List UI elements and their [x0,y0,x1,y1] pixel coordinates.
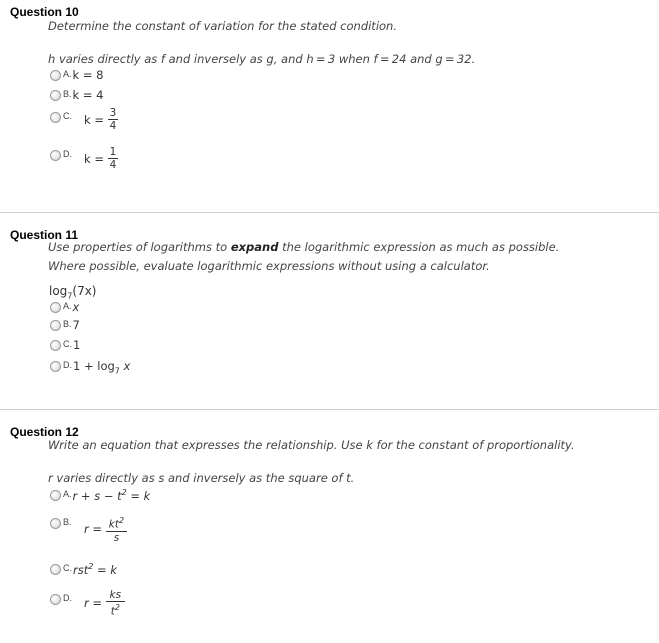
radio-button[interactable] [50,564,61,575]
fraction [108,146,119,171]
option-text: 1 [73,338,81,352]
option-text [73,359,130,375]
fraction-numerator: 1 [109,146,117,158]
option-text-part: r + s − t [72,488,122,503]
fraction [106,515,127,544]
q12-option-c[interactable] [50,562,117,576]
exponent: 2 [121,488,127,497]
option-text [73,562,117,577]
option-letter: B. [63,517,72,527]
q11-option-c[interactable] [50,338,80,352]
option-letter: A. [63,301,72,311]
option-lhs: r = [84,522,103,537]
log-argument: (7x) [72,284,97,298]
q11-option-d[interactable] [50,359,131,376]
option-text-part: rst [73,562,89,577]
option-letter: B. [63,319,72,329]
q12-option-b[interactable] [50,516,72,530]
question-12-condition: r varies directly as s and inversely as the square of t. [48,471,355,485]
radio-button[interactable] [50,320,61,331]
fraction-numerator: 3 [109,107,117,119]
radio-button[interactable] [50,594,61,605]
option-text-part: = k [126,488,151,503]
option-text: 7 [72,318,80,332]
q11-option-b[interactable] [50,318,80,332]
option-letter: C. [63,111,72,121]
radio-button[interactable] [50,361,61,372]
question-12-title: Question 12 [10,425,79,439]
radio-button[interactable] [50,90,61,101]
option-letter: D. [63,593,72,603]
q10-option-c-value [84,107,118,132]
q11-option-a[interactable] [50,300,79,314]
prompt-emphasis: expand [230,240,279,254]
option-text: k = 4 [72,88,104,102]
option-letter: D. [63,360,72,370]
radio-button[interactable] [50,518,61,529]
q10-option-d[interactable] [50,148,72,162]
exponent: 2 [88,562,94,571]
fraction-numerator [107,515,126,531]
q12-option-d[interactable] [50,592,72,606]
question-11-prompt-line2: Where possible, evaluate logarithmic expressions without using a calculator. [48,259,490,273]
option-text-part: x [119,359,131,373]
option-letter: A. [63,69,72,79]
fraction [108,107,119,132]
question-11-expression [49,284,97,300]
question-10-prompt: Determine the constant of variation for the stated condition. [48,19,397,33]
option-text-part: 1 + log [73,359,115,373]
option-lhs: r = [84,596,103,611]
log-base: 7 [67,291,73,301]
q10-option-b[interactable] [50,88,103,102]
option-letter: B. [63,89,72,99]
question-divider [0,409,659,410]
fraction-denominator: 4 [109,120,117,132]
option-lhs: k = [84,151,104,166]
question-11-title: Question 11 [10,228,79,242]
q12-option-b-value [84,515,127,544]
q12-option-d-value [84,589,125,618]
exponent: 2 [118,516,125,525]
radio-button[interactable] [50,112,61,123]
option-letter: C. [63,339,72,349]
radio-button[interactable] [50,150,61,161]
option-letter: A. [63,489,72,499]
radio-button[interactable] [50,490,61,501]
log-base: 7 [114,366,120,376]
option-text: k = 8 [72,68,104,82]
radio-button[interactable] [50,302,61,313]
option-text: x [72,300,80,314]
q10-option-a[interactable] [50,68,103,82]
fraction [106,589,125,618]
q12-option-a[interactable] [50,488,150,502]
log-text: log [49,284,68,298]
prompt-text: Use properties of logarithms to [48,240,231,254]
question-12-prompt: Write an equation that expresses the relationship. Use k for the constant of proportionality. [48,438,575,452]
option-lhs: k = [84,112,104,127]
question-10-condition: h varies directly as f and inversely as g, and h = 3 when f = 24 and g = 32. [48,52,476,66]
fraction-denominator: 4 [109,159,117,171]
numerator-text: kt [108,518,119,531]
question-divider [0,212,659,213]
option-text [73,488,151,503]
option-text-part: = k [93,562,117,577]
fraction-denominator [106,601,125,618]
option-letter: C. [63,563,72,573]
exponent: 2 [114,603,120,612]
radio-button[interactable] [50,70,61,81]
question-11-prompt [48,240,559,254]
fraction-numerator: ks [109,589,122,601]
option-letter: D. [63,149,72,159]
q10-option-c[interactable] [50,110,72,124]
prompt-text: the logarithmic expression as much as possible. [278,240,560,254]
radio-button[interactable] [50,340,61,351]
denominator-text: t [110,605,115,618]
question-10-title: Question 10 [10,5,79,19]
fraction-denominator: s [106,531,127,544]
q10-option-d-value [84,146,118,171]
